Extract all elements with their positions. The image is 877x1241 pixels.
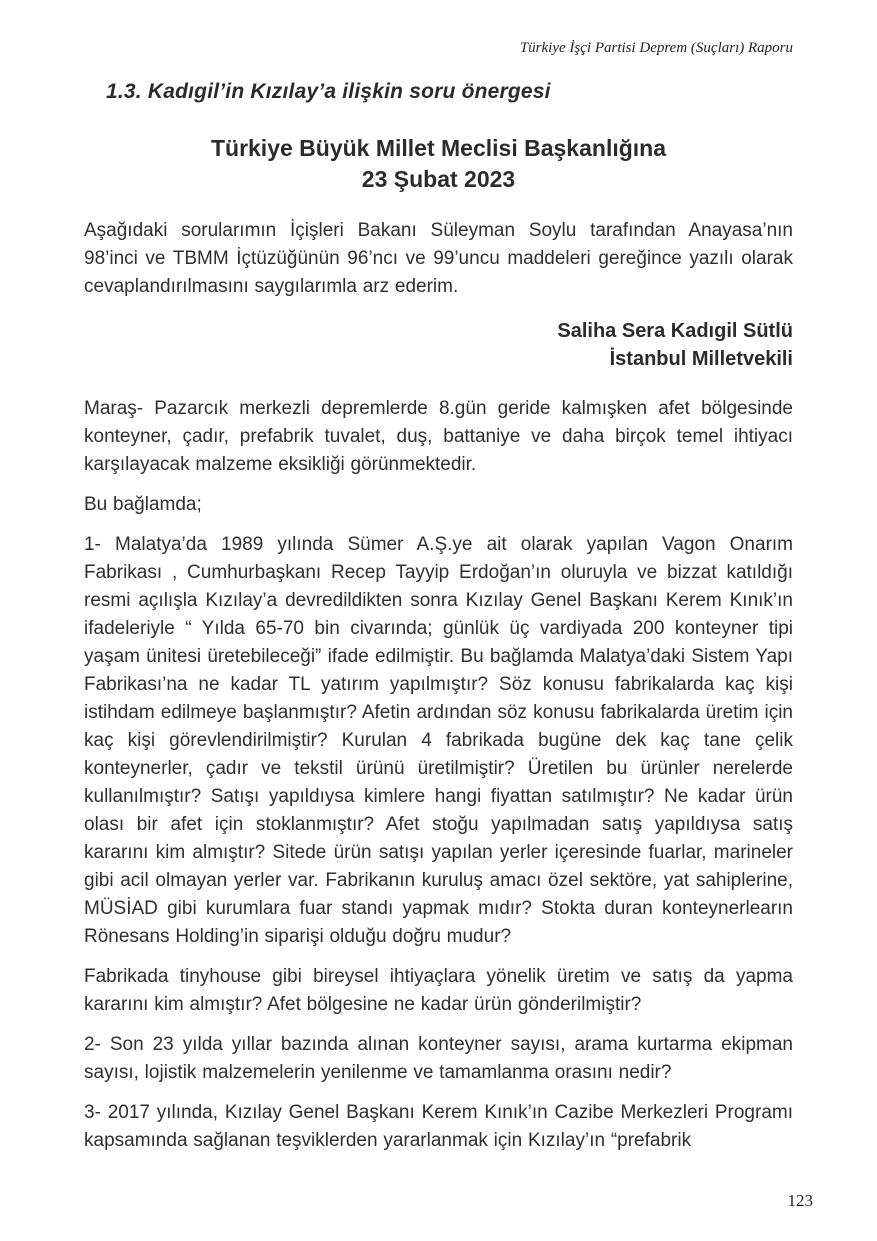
signature-role: İstanbul Milletvekili — [609, 348, 793, 370]
question-2-paragraph: 2- Son 23 yılda yıllar bazında alınan konteyner sayısı, arama kurtarma ekipman sayısı, lojistik malzemelerin yenilenme ve tamamlanma orasını nedir? — [84, 1034, 793, 1083]
document-title — [84, 133, 793, 195]
signature-name: Saliha Sera Kadıgil Sütlü — [557, 320, 793, 342]
document-title-line1: Türkiye Büyük Millet Meclisi Başkanlığına — [210, 135, 667, 161]
signature-block — [84, 317, 793, 373]
section-heading: 1.3. Kadıgil’in Kızılay’a ilişkin soru önergesi — [106, 80, 551, 103]
page-number: 123 — [787, 1191, 813, 1210]
body-paragraph: Maraş- Pazarcık merkezli depremlerde 8.gün geride kalmışken afet bölgesinde konteyner, çadır, prefabrik tuvalet, duş, battaniye ve daha birçok temel ihtiyacı karşılayacak malzeme eksikliği görünmektedir. — [84, 398, 793, 475]
body-paragraph: Fabrikada tinyhouse gibi bireysel ihtiyaçlara yönelik üretim ve satış da yapma kararını kim almıştır? Afet bölgesine ne kadar ürün gönderilmiştir? — [84, 966, 793, 1015]
question-3-paragraph: 3- 2017 yılında, Kızılay Genel Başkanı Kerem Kınık’ın Cazibe Merkezleri Programı kapsamında sağlanan teşviklerden yararlanmak için Kızılay’ın “prefabrik — [84, 1102, 793, 1151]
body-paragraph: Bu bağlamda; — [84, 494, 202, 515]
running-header: Türkiye İşçi Partisi Deprem (Suçları) Raporu — [519, 40, 793, 56]
question-1-paragraph: 1- Malatya’da 1989 yılında Sümer A.Ş.ye ait olarak yapılan Vagon Onarım Fabrikası , Cumhurbaşkanı Recep Tayyip Erdoğan’ın oluruyla ve bizzat katıldığı resmi açılışla Kızılay’a devredildikten sonra Kızılay Genel Başkanı Kerem Kınık’ın ifadeleriyle “ Yılda 65-70 bin civarında; günlük üç vardiyada 200 konteyner tipi yaşam ünitesi üretebileceği” ifade edilmiştir. Bu bağlamda Malatya’daki Sistem Yapı Fabrikası’na ne kadar TL yatırım yapılmıştır? Söz konusu fabrikalarda kaç kişi istihdam edilmeye başlanmıştır? Afetin ardından söz konusu fabrikalarda üretim için kaç kişi görevlendirilmiştir? Kurulan 4 fabrikada bugüne dek kaç tane çelik konteynerler, çadır ve tekstil ürünü üretilmiştir? Üretilen bu ürünler nerelerde kullanılmıştır? Satışı yapıldıysa kimlere hangi fiyattan satılmıştır? Ne kadar ürün olası bir afet için stoklanmıştır? Afet stoğu yapılmadan satış yapıldıysa satış kararını kim almıştır? Sitede ürün satışı yapılan yerler içeresinde fuarlar, marineler gibi acil olmayan yerler var. Fabrikanın kuruluş amacı özel sektöre, yat sahiplerine, MÜSİAD gibi kurumlara fuar standı yapmak mıdır? Stokta duran konteynerlearın Rönesans Holding’in siparişi olduğu doğru mudur? — [84, 534, 793, 947]
intro-paragraph: Aşağıdaki sorularımın İçişleri Bakanı Süleyman Soylu tarafından Anayasa’nın 98’inci ve TBMM İçtüzüğünün 96’ncı ve 99’uncu maddeleri gereğince yazılı olarak cevaplandırılmasını saygılarımla arz ederim. — [84, 220, 793, 297]
document-title-date: 23 Şubat 2023 — [361, 166, 516, 192]
